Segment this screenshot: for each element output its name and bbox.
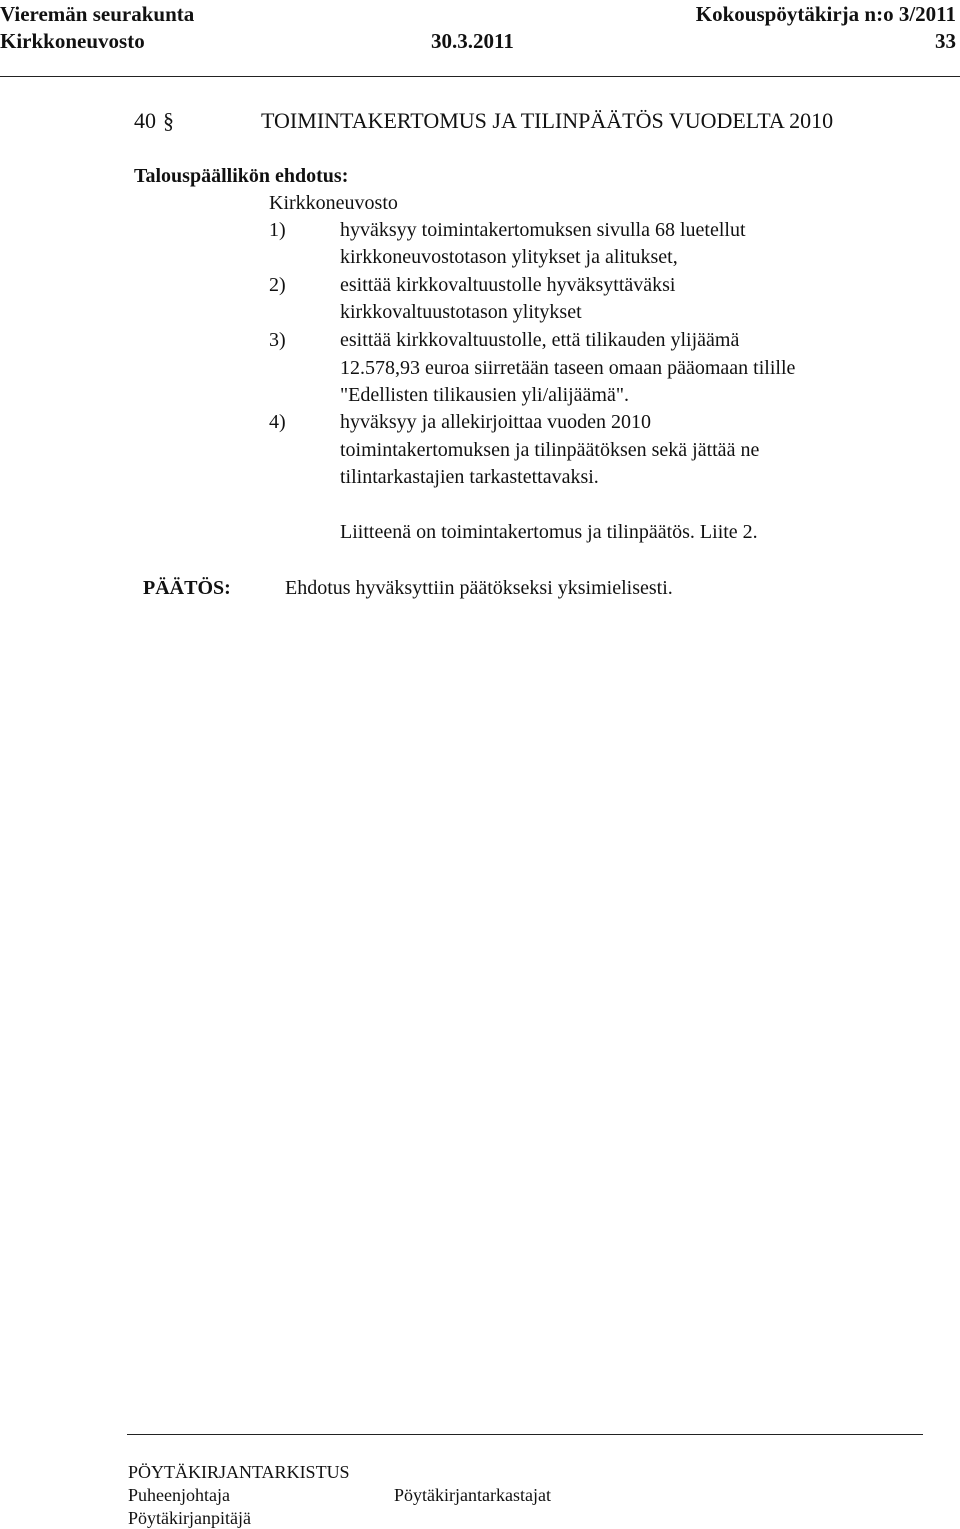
page-number: 33 <box>935 29 956 53</box>
item-line: toimintakertomuksen ja tilinpäätöksen sekä jättää ne <box>340 439 760 461</box>
item-line: hyväksyy ja allekirjoittaa vuoden 2010 <box>340 411 652 433</box>
item-line: hyväksyy toimintakertomuksen sivulla 68 luetellut <box>340 219 746 241</box>
item-line: "Edellisten tilikausien yli/alijäämä". <box>340 384 630 406</box>
body-name: Kirkkoneuvosto <box>0 29 145 53</box>
secretary-label: Pöytäkirjanpitäjä <box>128 1508 251 1528</box>
decision-label: PÄÄTÖS: <box>143 577 231 599</box>
header-rule <box>0 76 960 77</box>
item-number: 1) <box>269 219 286 241</box>
item-number: 4) <box>269 411 286 433</box>
item-line: kirkkovaltuustotason ylitykset <box>340 301 582 323</box>
section-sign: § <box>163 108 174 133</box>
item-number: 3) <box>269 329 286 351</box>
item-line: 12.578,93 euroa siirretään taseen omaan pääomaan tilille <box>340 357 796 379</box>
item-line: esittää kirkkovaltuustolle hyväksyttäväksi <box>340 274 676 296</box>
decision-text: Ehdotus hyväksyttiin päätökseksi yksimielisesti. <box>285 577 673 599</box>
item-line: kirkkoneuvostotason ylitykset ja alitukset, <box>340 246 678 268</box>
section-number: 40 <box>134 108 156 133</box>
document-number: Kokouspöytäkirja n:o 3/2011 <box>695 2 956 26</box>
proposal-heading: Talouspäällikön ehdotus: <box>134 165 349 187</box>
footer-rule <box>127 1434 923 1435</box>
organization-name: Vieremän seurakunta <box>0 2 195 26</box>
reviewers-label: Pöytäkirjantarkastajat <box>394 1485 551 1505</box>
attachment-note: Liitteenä on toimintakertomus ja tilinpäätös. Liite 2. <box>340 521 758 543</box>
section-title: TOIMINTAKERTOMUS JA TILINPÄÄTÖS VUODELTA 2010 <box>261 108 834 133</box>
meeting-date: 30.3.2011 <box>431 29 514 53</box>
proposal-subject: Kirkkoneuvosto <box>269 192 398 214</box>
item-number: 2) <box>269 274 286 296</box>
footer-heading: PÖYTÄKIRJANTARKISTUS <box>128 1462 350 1482</box>
item-line: esittää kirkkovaltuustolle, että tilikauden ylijäämä <box>340 329 740 351</box>
chair-label: Puheenjohtaja <box>128 1485 230 1505</box>
item-line: tilintarkastajien tarkastettavaksi. <box>340 466 599 488</box>
